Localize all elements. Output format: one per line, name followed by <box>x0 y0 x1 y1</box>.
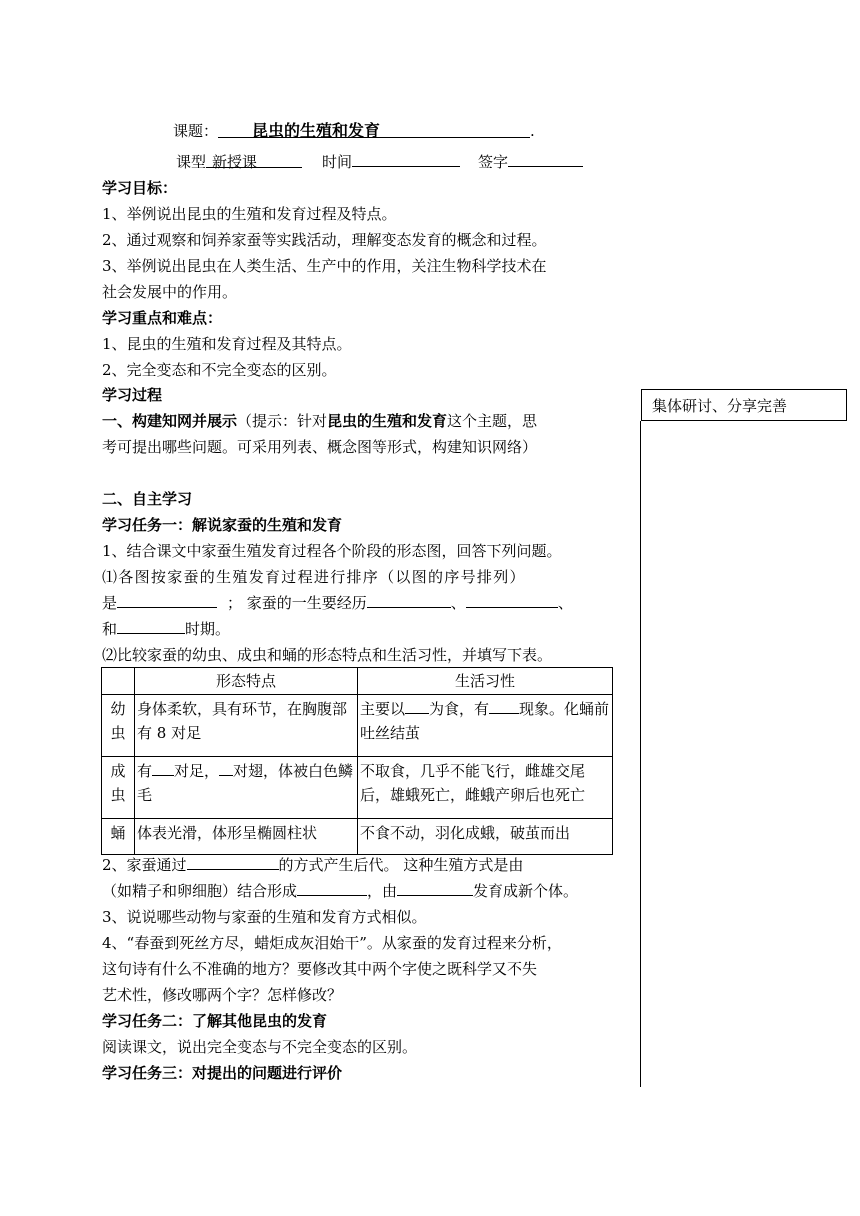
stage-label: 成虫 <box>102 757 135 819</box>
lesson-title: 昆虫的生殖和发育 <box>252 121 381 140</box>
type-field <box>206 151 302 171</box>
goal-item: 3、举例说出昆虫在人类生活、生产中的作用，关注生物科学技术在 <box>102 257 547 275</box>
title-line <box>173 118 535 141</box>
blank-reproduction <box>187 853 279 870</box>
type-label: 课型 <box>176 153 207 171</box>
morph-b: 对足， <box>174 762 220 780</box>
q3: 3、说说哪些动物与家蚕的生殖和发育方式相似。 <box>102 908 427 926</box>
s1-hint-b: 这个主题，思 <box>447 412 538 430</box>
blank-stage-3 <box>117 617 185 634</box>
q4-line2: 这句诗有什么不准确的地方？要修改其中两个字使之既科学又不失 <box>102 960 538 978</box>
blank-stage-2 <box>466 591 558 608</box>
t1-q1b-d: 、 <box>557 594 573 612</box>
q2-d: ，由 <box>367 882 398 900</box>
title-label: 课题： <box>173 122 219 140</box>
stage-label: 蛹 <box>102 819 135 855</box>
t1-q1c-b: 时期。 <box>185 620 231 638</box>
side-note-box <box>641 389 847 421</box>
type-value: 新授课 <box>212 153 258 171</box>
task2-heading: 学习任务二：了解其他昆虫的发育 <box>102 1012 328 1030</box>
key-heading: 学习重点和难点： <box>102 309 223 327</box>
morph-cell <box>135 757 358 819</box>
time-field <box>352 150 460 167</box>
key-item: 1、昆虫的生殖和发育过程及其特点。 <box>102 335 352 353</box>
blank-stage-1 <box>367 591 451 608</box>
s1-heading: 一、构建知网并展示 <box>102 412 238 430</box>
s1-line1 <box>102 408 537 434</box>
blank-food <box>405 697 429 714</box>
q2-line2 <box>102 878 578 904</box>
t1-q1b-a: 是 <box>102 594 118 612</box>
side-column-rule <box>640 421 641 1087</box>
q4-line1: 4、“春蚕到死丝方尽，蜡炬成灰泪始干”。从家蚕的发育过程来分析， <box>102 934 562 952</box>
table-header-row <box>102 668 613 695</box>
table-row <box>102 757 613 819</box>
q2-e: 发育成新个体。 <box>473 882 579 900</box>
side-note-text: 集体研讨、分享完善 <box>652 397 788 415</box>
habit-cell: 不取食，几乎不能飞行，雌雄交尾后，雄蛾死亡，雌蛾产卵后也死亡 <box>358 757 613 819</box>
after-table-section <box>102 852 578 1086</box>
goal-item: 2、通过观察和饲养家蚕等实践活动，理解变态发育的概念和过程。 <box>102 231 547 249</box>
morph-c: 对翅，体被白色鳞毛 <box>137 762 354 804</box>
t1-q1d: ⑵比较家蚕的幼虫、成虫和蛹的形态特点和生活习性，并填写下表。 <box>102 646 553 664</box>
habit-a: 主要以 <box>360 700 406 718</box>
habit-c: 现象。化蛹前吐丝结茧 <box>360 700 610 742</box>
blank-wings <box>219 759 233 776</box>
t1-q1b-c: 、 <box>450 594 466 612</box>
morph-cell: 体表光滑，体形呈椭圆柱状 <box>135 819 358 855</box>
t1-q1c <box>102 616 573 642</box>
morph-cell: 身体柔软，具有环节，在胸腹部有 8 对足 <box>135 695 358 757</box>
table-header-cell: 生活习性 <box>358 668 613 695</box>
key-item: 2、完全变态和不完全变态的区别。 <box>102 361 337 379</box>
blank-develop <box>397 879 473 896</box>
blank-zygote <box>297 879 367 896</box>
s1-hint-bold: 昆虫的生殖和发育 <box>327 412 448 430</box>
habit-cell <box>358 695 613 757</box>
self-study-section <box>102 486 573 668</box>
process-heading: 学习过程 <box>102 386 163 404</box>
habit-b: 为食，有 <box>429 700 490 718</box>
s2-heading: 二、自主学习 <box>102 490 193 508</box>
q2-a: 2、家蚕通过 <box>102 856 187 874</box>
meta-line <box>176 150 583 172</box>
q4-line3: 艺术性，修改哪两个字？怎样修改？ <box>102 986 343 1004</box>
blank-phenomenon <box>489 697 519 714</box>
task2-text: 阅读课文，说出完全变态与不完全变态的区别。 <box>102 1038 418 1056</box>
process-section <box>102 382 537 460</box>
stage-label: 幼虫 <box>102 695 135 757</box>
table-row <box>102 819 613 855</box>
title-end: . <box>530 122 535 140</box>
morph-a: 有 <box>137 762 153 780</box>
blank-legs <box>152 759 174 776</box>
t1-q1a: ⑴各图按家蚕的生殖发育过程进行排序（以图的序号排列） <box>102 568 526 586</box>
s1-line2: 考可提出哪些问题。可采用列表、概念图等形式，构建知识网络） <box>102 438 538 456</box>
habit-cell: 不食不动，羽化成蛾，破茧而出 <box>358 819 613 855</box>
goals-section <box>102 175 547 305</box>
sign-field <box>508 150 583 167</box>
title-field <box>218 118 530 138</box>
s1-hint-a: （提示：针对 <box>237 412 328 430</box>
t1-q1c-a: 和 <box>102 620 118 638</box>
sign-label: 签字 <box>478 153 509 171</box>
q2-c: （如精子和卵细胞）结合形成 <box>102 882 298 900</box>
t1-q1: 1、结合课文中家蚕生殖发育过程各个阶段的形态图，回答下列问题。 <box>102 542 562 560</box>
goal-item: 1、举例说出昆虫的生殖和发育过程及特点。 <box>102 205 397 223</box>
q2-line1 <box>102 852 578 878</box>
table-header-cell <box>102 668 135 695</box>
goal-item: 社会发展中的作用。 <box>102 283 238 301</box>
goals-heading: 学习目标： <box>102 179 178 197</box>
task1-heading: 学习任务一：解说家蚕的生殖和发育 <box>102 516 343 534</box>
blank-order <box>117 591 217 608</box>
t1-q1b-b: ； 家蚕的一生要经历 <box>227 594 367 612</box>
task3-heading: 学习任务三：对提出的问题进行评价 <box>102 1064 343 1082</box>
table-header-cell: 形态特点 <box>135 668 358 695</box>
key-section <box>102 305 352 383</box>
t1-q1b <box>102 590 573 616</box>
comparison-table <box>101 667 613 855</box>
table-row <box>102 695 613 757</box>
q2-b: 的方式产生后代。 这种生殖方式是由 <box>278 856 524 874</box>
time-label: 时间 <box>322 153 353 171</box>
